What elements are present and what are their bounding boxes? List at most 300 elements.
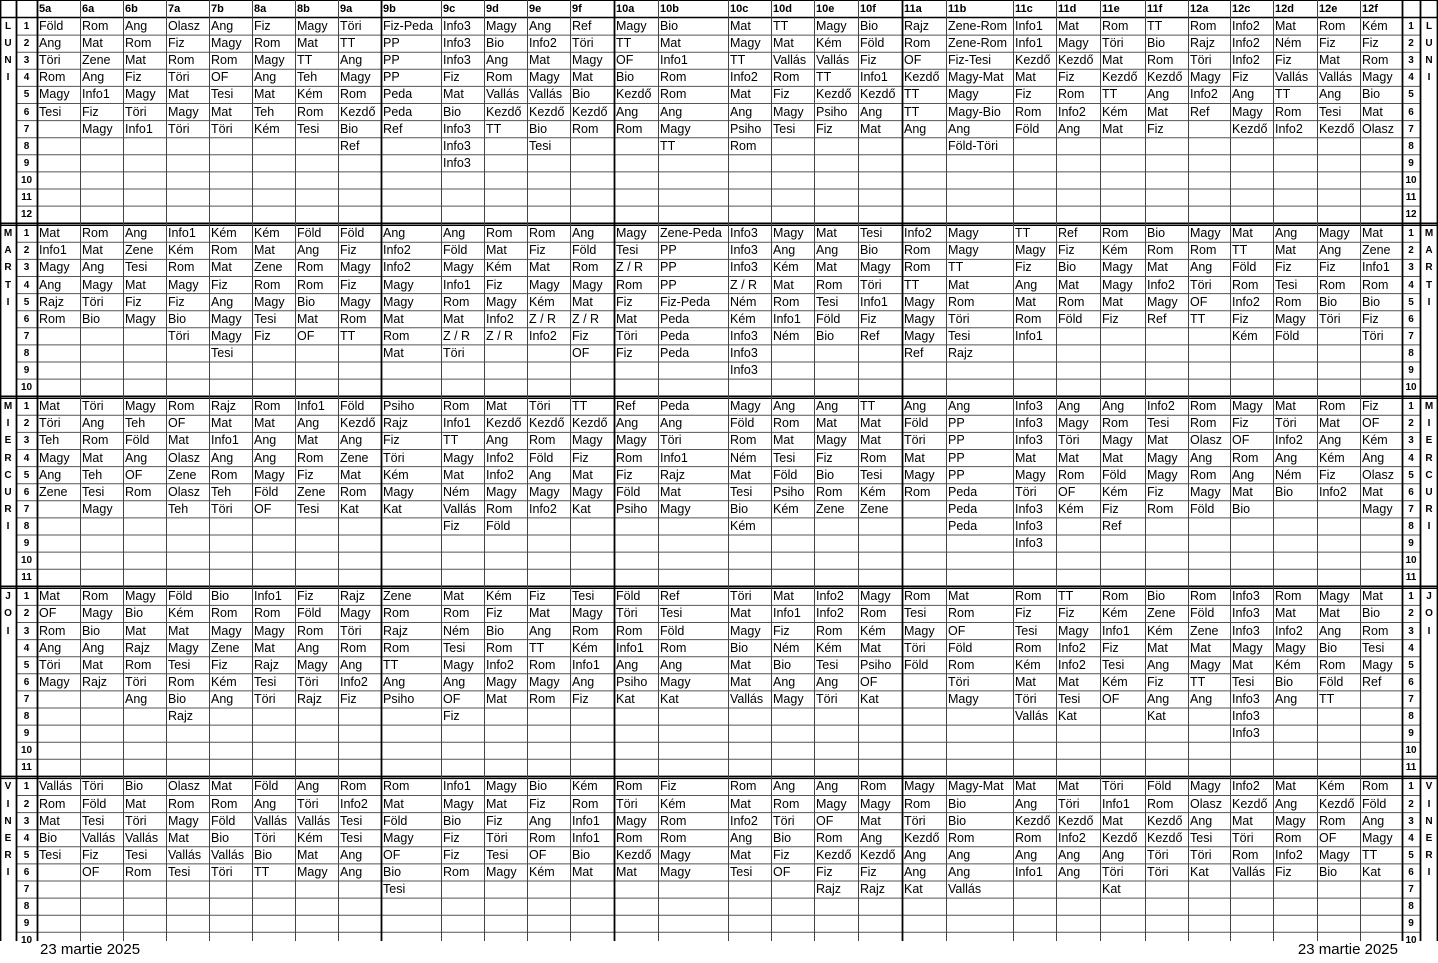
lesson-cell: Mat (1058, 674, 1079, 689)
lesson-cell: Rom (211, 796, 238, 811)
day-letter-right: E (1425, 832, 1433, 844)
lesson-cell: Fiz (1362, 311, 1379, 326)
lesson-cell: Fiz (168, 294, 185, 309)
lesson-cell: Ang (254, 70, 277, 85)
lesson-cell: Magy (383, 484, 414, 499)
lesson-cell: Fiz (383, 433, 400, 448)
lesson-cell: Kém (1102, 104, 1128, 119)
lesson-cell: Fiz (1147, 674, 1164, 689)
lesson-cell: Bio (443, 813, 462, 828)
lesson-cell: Info1 (39, 243, 67, 258)
lesson-cell: Peda (948, 501, 978, 516)
lesson-cell: TT (904, 277, 920, 292)
lesson-cell: Fiz (1319, 467, 1336, 482)
hour-number-right: 10 (1405, 174, 1417, 186)
lesson-cell: TT (340, 36, 356, 51)
lesson-cell: Magy (443, 450, 474, 465)
lesson-cell: Fiz (1275, 260, 1292, 275)
lesson-cell: Bio (1319, 640, 1338, 655)
lesson-cell: Fiz (529, 243, 546, 258)
lesson-cell: Ang (948, 399, 971, 414)
hour-number-left: 9 (23, 918, 30, 930)
lesson-cell: Magy (904, 294, 935, 309)
lesson-cell: Fiz (486, 277, 503, 292)
lesson-cell: Magy (529, 674, 560, 689)
lesson-cell: Magy (616, 813, 647, 828)
lesson-cell: Ang (340, 847, 363, 862)
lesson-cell: Ang (1319, 87, 1342, 102)
lesson-cell: Rom (39, 623, 66, 638)
lesson-cell: Rom (1015, 104, 1042, 119)
lesson-cell: Kém (486, 260, 512, 275)
lesson-cell: Kém (254, 121, 280, 136)
lesson-cell: Mat (1275, 243, 1296, 258)
day-letter-right: J (1426, 591, 1432, 603)
hour-number-left: 4 (23, 72, 30, 84)
lesson-cell: Magy (383, 294, 414, 309)
lesson-cell: Rom (1015, 589, 1042, 604)
lesson-cell: Magy (1362, 70, 1393, 85)
lesson-cell: Ref (340, 138, 360, 153)
lesson-cell: Tesi (211, 345, 234, 360)
day-letter-left: A (4, 245, 12, 257)
lesson-cell: Ang (1362, 813, 1385, 828)
lesson-cell: Ang (1232, 87, 1255, 102)
lesson-cell: Ang (616, 416, 639, 431)
lesson-cell: Magy (254, 623, 285, 638)
lesson-cell: Kém (529, 294, 555, 309)
lesson-cell: Ang (211, 691, 234, 706)
lesson-cell: Rom (660, 640, 687, 655)
lesson-cell: Tesi (1147, 416, 1170, 431)
day-letter-right: I (1427, 520, 1431, 532)
hour-number-right: 8 (1408, 520, 1414, 532)
hour-number-left: 7 (23, 330, 30, 342)
lesson-cell: Fiz (1147, 121, 1164, 136)
lesson-cell: Magy (1190, 226, 1221, 241)
lesson-cell: Töri (904, 433, 926, 448)
lesson-cell: Mat (616, 864, 637, 879)
lesson-cell: Zene-Rom (948, 36, 1008, 51)
lesson-cell: Magy (572, 433, 603, 448)
lesson-cell: Ang (1102, 847, 1125, 862)
lesson-cell: Magy (486, 294, 517, 309)
day-letter-right: R (1425, 503, 1433, 515)
lesson-cell: TT (383, 657, 399, 672)
lesson-cell: Fiz (486, 813, 503, 828)
lesson-cell: Info3 (443, 19, 471, 33)
lesson-cell: Ang (82, 260, 105, 275)
lesson-cell: Tesi (340, 830, 363, 845)
lesson-cell: TT (860, 399, 876, 414)
hour-number-right: 1 (1408, 781, 1414, 793)
lesson-cell: Magy (340, 70, 371, 85)
lesson-cell: Tesi (730, 864, 753, 879)
lesson-cell: Info1 (616, 640, 644, 655)
lesson-cell: Kém (816, 640, 842, 655)
lesson-cell: Mat (39, 226, 60, 241)
lesson-cell: Vallás (948, 882, 982, 896)
lesson-cell: Bio (383, 864, 402, 879)
hour-number-right: 9 (1408, 365, 1414, 376)
lesson-cell: Rom (572, 796, 599, 811)
lesson-cell: Mat (1275, 19, 1296, 33)
lesson-cell: Ang (529, 467, 552, 482)
lesson-cell: Info2 (340, 674, 368, 689)
lesson-cell: Rom (816, 277, 843, 292)
day-letter-left: U (4, 486, 12, 498)
lesson-cell: Magy (529, 70, 560, 85)
lesson-cell: Info2 (529, 328, 557, 343)
lesson-cell: Fiz-Peda (383, 19, 434, 33)
lesson-cell: Zene (168, 467, 197, 482)
lesson-cell: Magy (211, 36, 242, 51)
lesson-cell: Kém (860, 484, 886, 499)
class-header-9c: 9c (443, 3, 456, 15)
class-header-11c: 11c (1015, 3, 1033, 15)
lesson-cell: Mat (730, 796, 751, 811)
lesson-cell: Mat (730, 847, 751, 862)
lesson-cell: Rom (168, 399, 195, 414)
lesson-cell: TT (1232, 243, 1248, 258)
lesson-cell: Töri (297, 674, 319, 689)
lesson-cell: Töri (1058, 433, 1080, 448)
lesson-cell: Info1 (572, 813, 600, 828)
lesson-cell: PP (383, 70, 400, 85)
hour-number-right: 2 (1408, 418, 1414, 430)
lesson-cell: Kém (297, 830, 323, 845)
lesson-cell: Z / R (616, 260, 644, 275)
lesson-cell: Töri (340, 623, 362, 638)
lesson-cell: Kat (1190, 864, 1209, 879)
lesson-cell: Rom (125, 484, 152, 499)
lesson-cell: Ang (660, 104, 683, 119)
day-letter-right: I (1427, 72, 1431, 84)
lesson-cell: Mat (297, 433, 318, 448)
lesson-cell: Rom (1147, 501, 1174, 516)
lesson-cell: Töri (816, 691, 838, 706)
lesson-cell: Mat (572, 467, 593, 482)
lesson-cell: Kezdő (1147, 830, 1183, 845)
lesson-cell: Kezdő (816, 87, 852, 102)
lesson-cell: Info3 (730, 363, 758, 377)
lesson-cell: Fiz (486, 606, 503, 621)
hour-number-left: 4 (23, 832, 30, 844)
lesson-cell: Rom (82, 589, 109, 604)
lesson-cell: Mat (572, 864, 593, 879)
lesson-cell: Ang (529, 623, 552, 638)
lesson-cell: Ang (486, 433, 509, 448)
lesson-cell: Kém (1232, 328, 1258, 343)
lesson-cell: Mat (125, 623, 146, 638)
lesson-cell: Kezdő (904, 70, 940, 85)
lesson-cell: Föld (948, 640, 973, 655)
lesson-cell: Magy (82, 501, 113, 516)
lesson-cell: Z / R (443, 328, 471, 343)
day-letter-right: T (1425, 279, 1433, 291)
lesson-cell: Mat (660, 36, 681, 51)
lesson-cell: Töri (1147, 864, 1169, 879)
lesson-cell: Kezdő (1058, 813, 1094, 828)
lesson-cell: Vallás (297, 813, 331, 828)
lesson-cell: Rom (254, 399, 281, 414)
hour-number-right: 3 (1408, 625, 1414, 637)
hour-number-right: 11 (1405, 572, 1417, 584)
lesson-cell: Töri (383, 450, 405, 465)
lesson-cell: Magy (816, 796, 847, 811)
hour-number-right: 9 (1408, 157, 1414, 169)
lesson-cell: Ang (1147, 657, 1170, 672)
lesson-cell: Info2 (1275, 623, 1303, 638)
lesson-cell: Mat (948, 277, 969, 292)
lesson-cell: Info2 (1058, 657, 1086, 672)
lesson-cell: Bio (816, 328, 835, 343)
hour-number-left: 2 (23, 418, 30, 430)
lesson-cell: Mat (1362, 104, 1383, 119)
lesson-cell: Mat (904, 450, 925, 465)
lesson-cell: Rom (297, 104, 324, 119)
lesson-cell: PP (660, 243, 677, 258)
lesson-cell: Vallás (486, 87, 520, 102)
lesson-cell: Föld (616, 589, 641, 604)
lesson-cell: Bio (1147, 226, 1166, 241)
class-header-7a: 7a (168, 3, 181, 15)
lesson-cell: Kezdő (1102, 70, 1138, 85)
lesson-cell: Ang (1275, 226, 1298, 241)
lesson-cell: Fiz-Tesi (948, 53, 992, 68)
lesson-cell: Mat (254, 416, 275, 431)
lesson-cell: Ang (340, 864, 363, 879)
lesson-cell: Magy (486, 484, 517, 499)
lesson-cell: Töri (948, 311, 970, 326)
lesson-cell: Magy (168, 640, 199, 655)
lesson-cell: Magy (1232, 104, 1263, 119)
lesson-cell: Magy (1190, 484, 1221, 499)
lesson-cell: Ang (211, 19, 234, 33)
hour-number-left: 6 (23, 313, 30, 325)
lesson-cell: Töri (904, 813, 926, 828)
lesson-cell: Bio (529, 121, 548, 136)
lesson-cell: Magy (948, 691, 979, 706)
hour-number-left: 2 (23, 38, 30, 50)
lesson-cell: Mat (1275, 399, 1296, 414)
hour-number-left: 6 (23, 866, 30, 878)
lesson-cell: TT (1102, 87, 1118, 102)
lesson-cell: Kém (730, 311, 756, 326)
lesson-cell: Rom (1319, 277, 1346, 292)
lesson-cell: Ang (340, 657, 363, 672)
class-header-11e: 11e (1102, 3, 1120, 15)
lesson-cell: Bio (1319, 294, 1338, 309)
lesson-cell: Rom (616, 623, 643, 638)
lesson-cell: Ang (660, 657, 683, 672)
lesson-cell: Rajz (860, 882, 886, 896)
hour-number-right: 8 (1408, 711, 1414, 722)
lesson-cell: Rom (1319, 19, 1346, 33)
day-letter-left: U (4, 38, 12, 50)
lesson-cell: Magy (1015, 243, 1046, 258)
lesson-cell: Mat (1015, 450, 1036, 465)
lesson-cell: Ang (1190, 691, 1213, 706)
lesson-cell: Mat (860, 640, 881, 655)
lesson-cell: Magy (1362, 830, 1393, 845)
lesson-cell: Kém (860, 623, 886, 638)
lesson-cell: Info1 (1015, 328, 1043, 343)
lesson-cell: Fiz (443, 518, 460, 533)
lesson-cell: Fiz (297, 467, 314, 482)
lesson-cell: Info2 (1058, 830, 1086, 845)
lesson-cell: Fiz (616, 294, 633, 309)
lesson-cell: Ang (773, 243, 796, 258)
hour-number-left: 10 (20, 174, 33, 186)
lesson-cell: Info1 (860, 70, 888, 85)
lesson-cell: Ang (860, 830, 883, 845)
lesson-cell: Tesi (860, 226, 883, 241)
lesson-cell: Tesi (443, 640, 466, 655)
lesson-cell: Ang (125, 691, 148, 706)
lesson-cell: Psiho (616, 501, 648, 516)
lesson-cell: Rom (616, 830, 643, 845)
lesson-cell: Rajz (1190, 36, 1216, 51)
lesson-cell: Info2 (529, 36, 557, 51)
hour-number-left: 4 (23, 279, 30, 291)
lesson-cell: Ang (211, 450, 234, 465)
lesson-cell: Magy (730, 36, 761, 51)
lesson-cell: Tesi (1362, 640, 1385, 655)
lesson-cell: Kat (616, 691, 635, 706)
lesson-cell: Ang (82, 70, 105, 85)
lesson-cell: Ang (816, 243, 839, 258)
lesson-cell: Info1 (1362, 260, 1390, 275)
lesson-cell: Tesi (1102, 657, 1125, 672)
lesson-cell: Teh (82, 467, 103, 482)
lesson-cell: Rom (773, 294, 800, 309)
lesson-cell: Kat (1102, 882, 1121, 896)
lesson-cell: Ang (1275, 450, 1298, 465)
lesson-cell: Föld (297, 226, 322, 241)
lesson-cell: Tesi (1275, 277, 1298, 292)
lesson-cell: Info2 (1058, 104, 1086, 119)
lesson-cell: Info2 (730, 70, 758, 85)
hour-number-left: 5 (23, 849, 30, 861)
lesson-cell: Rom (529, 657, 556, 672)
lesson-cell: Bio (168, 311, 187, 326)
lesson-cell: Mat (529, 260, 550, 275)
lesson-cell: Info3 (730, 243, 758, 258)
lesson-cell: Mat (1015, 674, 1036, 689)
lesson-cell: Rom (1362, 779, 1389, 794)
lesson-cell: Info2 (486, 311, 514, 326)
lesson-cell: Psiho (860, 657, 892, 672)
lesson-cell: Rajz (39, 294, 65, 309)
hour-number-right: 7 (1408, 330, 1414, 342)
lesson-cell: Rom (125, 657, 152, 672)
hour-number-right: 7 (1408, 693, 1414, 705)
hour-number-left: 8 (23, 711, 30, 722)
lesson-cell: Fiz (616, 467, 633, 482)
lesson-cell: Fiz (1362, 399, 1379, 414)
hour-number-left: 3 (23, 55, 30, 67)
lesson-cell: Info3 (443, 138, 471, 153)
lesson-cell: Töri (125, 813, 147, 828)
lesson-cell: Rom (39, 796, 66, 811)
lesson-cell: Peda (660, 399, 690, 414)
lesson-cell: Kezdő (1232, 121, 1268, 136)
lesson-cell: Ang (773, 779, 796, 794)
class-header-9b: 9b (383, 3, 396, 15)
lesson-cell: Magy (529, 484, 560, 499)
lesson-cell: Magy (297, 657, 328, 672)
lesson-cell: Ang (948, 121, 971, 136)
lesson-cell: Z / R (730, 277, 758, 292)
lesson-cell: Fiz (816, 864, 833, 879)
hour-number-right: 2 (1408, 608, 1414, 620)
lesson-cell: Kém (1102, 484, 1128, 499)
hour-number-left: 12 (20, 209, 33, 221)
lesson-cell: Föld (486, 518, 511, 533)
lesson-cell: Fiz (773, 87, 790, 102)
lesson-cell: Mat (1102, 294, 1123, 309)
lesson-cell: Tesi (1190, 830, 1213, 845)
lesson-cell: Tesi (904, 606, 927, 621)
hour-number-right: 10 (1405, 935, 1417, 947)
lesson-cell: OF (1319, 830, 1337, 845)
lesson-cell: Magy (125, 399, 156, 414)
lesson-cell: Töri (486, 830, 508, 845)
lesson-cell: Rom (1190, 467, 1217, 482)
lesson-cell: Fiz (443, 830, 460, 845)
lesson-cell: Mat (1058, 277, 1079, 292)
lesson-cell: Tesi (254, 311, 277, 326)
lesson-cell: Info1 (773, 311, 801, 326)
lesson-cell: Töri (168, 121, 190, 136)
lesson-cell: Rom (1319, 399, 1346, 414)
lesson-cell: Föld (1015, 121, 1040, 136)
lesson-cell: Mat (572, 70, 593, 85)
class-header-12f: 12f (1362, 3, 1378, 15)
lesson-cell: Rom (860, 606, 887, 621)
lesson-cell: Fiz (1102, 640, 1119, 655)
lesson-cell: Töri (572, 36, 594, 51)
lesson-cell: Ang (1015, 847, 1038, 862)
lesson-cell: TT (1058, 589, 1074, 604)
lesson-cell: TT (1190, 311, 1206, 326)
lesson-cell: Rom (168, 53, 195, 68)
lesson-cell: Bio (660, 19, 679, 33)
lesson-cell: Vallás (730, 691, 764, 706)
lesson-cell: Rajz (948, 345, 974, 360)
lesson-cell: Kat (660, 691, 679, 706)
lesson-cell: OF (39, 606, 57, 621)
lesson-cell: Kezdő (1058, 53, 1094, 68)
lesson-cell: Kém (572, 640, 598, 655)
lesson-cell: Tesi (1319, 104, 1342, 119)
lesson-cell: Rom (297, 260, 324, 275)
day-letter-right: I (1427, 418, 1431, 430)
lesson-cell: TT (1015, 226, 1031, 241)
lesson-cell: Rom (1102, 416, 1129, 431)
lesson-cell: Rom (529, 226, 556, 241)
lesson-cell: Kezdő (1015, 53, 1051, 68)
lesson-cell: Vallás (1015, 709, 1049, 723)
lesson-cell: Psiho (616, 674, 648, 689)
lesson-cell: Föld (254, 484, 279, 499)
lesson-cell: Mat (443, 589, 464, 604)
lesson-cell: Rom (211, 606, 238, 621)
lesson-cell: Info1 (211, 433, 239, 448)
lesson-cell: Rajz (383, 416, 409, 431)
lesson-cell: Tesi (297, 121, 320, 136)
